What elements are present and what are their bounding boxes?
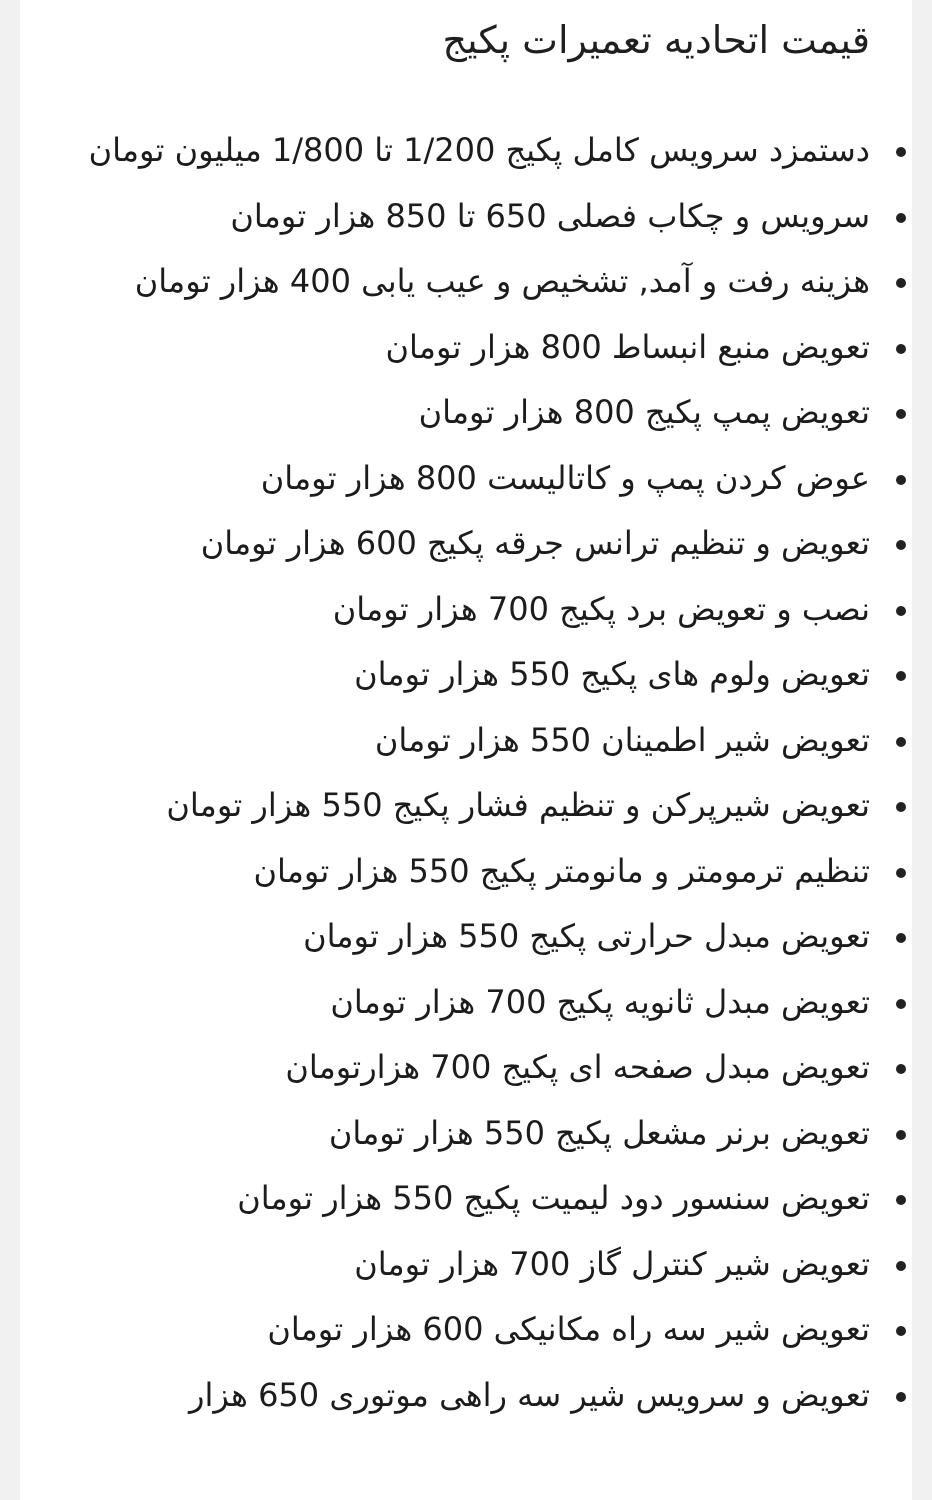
list-item [48, 904, 870, 970]
list-item-text: دستمزد سرویس کامل پکیج 1/200 تا 1/800 میلیون تومان [88, 131, 870, 169]
bullet-icon [896, 671, 906, 681]
list-item-text: تنظیم ترمومتر و مانومتر پکیج 550 هزار تومان [253, 851, 870, 890]
list-item-text: تعویض شیر اطمینان 550 هزار تومان [374, 720, 870, 759]
bullet-icon [896, 213, 906, 223]
list-item [48, 446, 870, 512]
price-list [20, 118, 912, 1428]
bullet-icon [896, 344, 906, 354]
list-item [48, 1035, 870, 1101]
list-item [48, 577, 870, 643]
list-item [48, 1232, 870, 1298]
list-item-text: تعویض مبدل صفحه ای پکیج 700 هزارتومان [285, 1048, 870, 1086]
list-item-text: تعویض شیر سه راه مکانیکی 600 هزار تومان [267, 1310, 870, 1348]
list-item-text: سرویس و چکاب فصلی 650 تا 850 هزار تومان [230, 196, 870, 235]
bullet-icon [896, 1261, 906, 1271]
bullet-icon [896, 606, 906, 616]
article-title: قیمت اتحادیه تعمیرات پکیج [442, 18, 870, 62]
list-item [48, 315, 870, 381]
list-item [48, 1101, 870, 1167]
bullet-icon [896, 1392, 906, 1402]
list-item-text: عوض کردن پمپ و کاتالیست 800 هزار تومان [260, 458, 870, 497]
article-page [20, 0, 912, 1500]
list-item-text: تعویض سنسور دود لیمیت پکیج 550 هزار تومان [237, 1179, 870, 1217]
list-item [48, 249, 870, 315]
list-item [48, 184, 870, 250]
bullet-icon [896, 868, 906, 878]
list-item-text: هزینه رفت و آمد, تشخیص و عیب یابی 400 هزار تومان [134, 262, 870, 300]
list-item-text: تعویض مبدل ثانویه پکیج 700 هزار تومان [330, 982, 870, 1021]
list-item [48, 839, 870, 905]
list-item-text: تعویض شیر کنترل گاز 700 هزار تومان [354, 1244, 870, 1283]
list-item-text: تعویض منبع انبساط 800 هزار تومان [385, 327, 870, 366]
list-item-text: تعویض شیرپرکن و تنظیم فشار پکیج 550 هزار تومان [166, 786, 870, 824]
bullet-icon [896, 475, 906, 485]
list-item [48, 380, 870, 446]
list-item [48, 642, 870, 708]
bullet-icon [896, 999, 906, 1009]
list-item [48, 1166, 870, 1232]
list-item-text: نصب و تعویض برد پکیج 700 هزار تومان [332, 589, 870, 628]
list-item [48, 118, 870, 184]
bullet-icon [896, 802, 906, 812]
list-item [48, 1297, 870, 1363]
list-item [48, 773, 870, 839]
bullet-icon [896, 278, 906, 288]
list-item-text: تعویض برنر مشعل پکیج 550 هزار تومان [328, 1113, 870, 1152]
bullet-icon [896, 1326, 906, 1336]
list-item-text: تعویض پمپ پکیج 800 هزار تومان [418, 393, 870, 431]
bullet-icon [896, 1130, 906, 1140]
list-item [48, 708, 870, 774]
bullet-icon [896, 540, 906, 550]
bullet-icon [896, 1064, 906, 1074]
bullet-icon [896, 409, 906, 419]
bullet-icon [896, 737, 906, 747]
list-item-text: تعویض و تنظیم ترانس جرقه پکیج 600 هزار تومان [200, 524, 870, 562]
list-item [48, 1363, 870, 1429]
list-item [48, 511, 870, 577]
list-item-text: تعویض و سرویس شیر سه راهی موتوری 650 هزار [189, 1375, 870, 1414]
list-item [48, 970, 870, 1036]
bullet-icon [896, 147, 906, 157]
list-item-text: تعویض مبدل حرارتی پکیج 550 هزار تومان [303, 917, 870, 955]
bullet-icon [896, 933, 906, 943]
bullet-icon [896, 1195, 906, 1205]
list-item-text: تعویض ولوم های پکیج 550 هزار تومان [354, 655, 870, 693]
